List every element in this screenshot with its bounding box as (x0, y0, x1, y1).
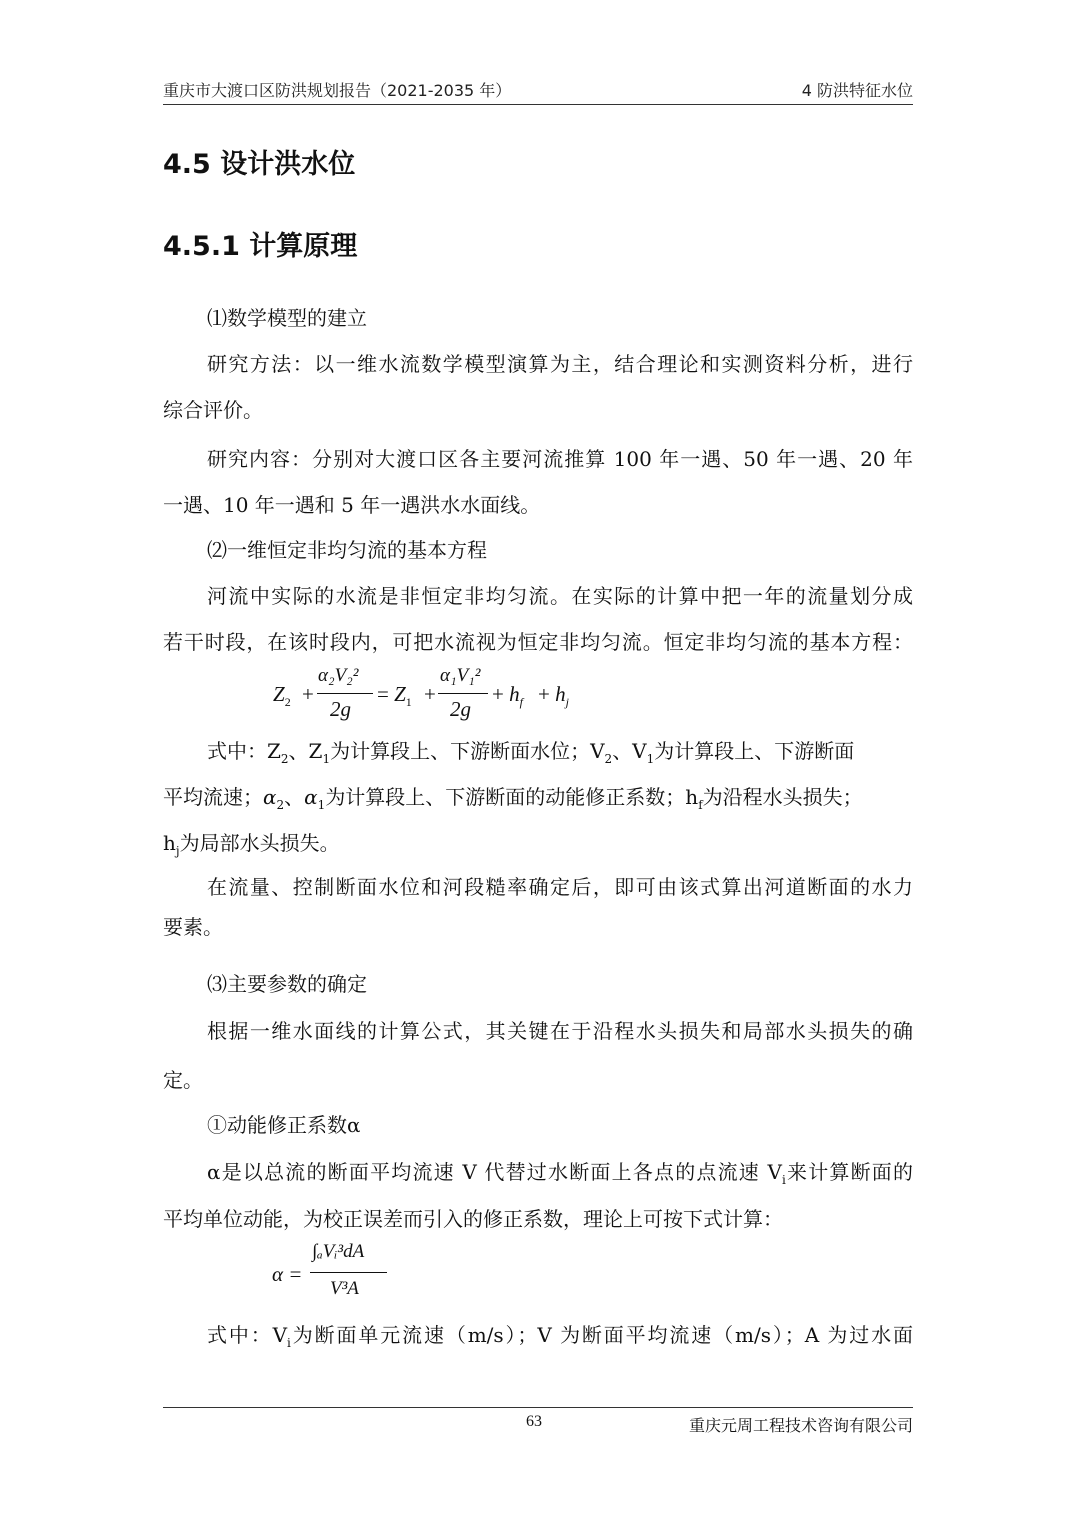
header-title: 重庆市大渡口区防洪规划报告（2021-2035 年） (163, 81, 512, 100)
eq2-lhs: α = (272, 1262, 303, 1286)
eq2-num: ∫ₐVᵢ³dA (312, 1241, 365, 1262)
footer-rule (163, 1407, 913, 1408)
paragraph-alpha-line2: 平均单位动能，为校正误差而引入的修正系数，理论上可按下式计算： (163, 1207, 783, 1231)
eq-hf: + $h_f$ (492, 682, 523, 710)
eq-z1: = $Z_1$ (377, 682, 412, 710)
paragraph-key-line1: 根据一维水面线的计算公式，其关键在于沿程水头损失和局部水头损失的确 (207, 1019, 913, 1043)
header-section: 4 防洪特征水位 (801, 81, 913, 100)
paragraph-flow-line1: 河流中实际的水流是非恒定非均匀流。在实际的计算中把一年的流量划分成 (207, 584, 913, 608)
paragraph-where-line2: 平均流速；$\alpha_2$、$\alpha_1$为计算段上、下游断面的动能修正系数；$h_f$为沿程水头损失； (163, 785, 863, 812)
paragraph-method-line2: 综合评价。 (163, 398, 263, 422)
eq-num2: α₁V₁² (440, 665, 481, 686)
paragraph-flow-line2: 若干时段，在该时段内，可把水流视为恒定非均匀流。恒定非均匀流的基本方程： (163, 630, 913, 654)
paragraph-alpha-line1: α是以总流的断面平均流速 V 代替过水断面上各点的点流速 $V_i$来计算断面的 (207, 1160, 914, 1187)
eq2-den: V³A (330, 1278, 359, 1299)
subheading-parameters: ⑶主要参数的确定 (207, 972, 367, 996)
page-number: 63 (526, 1413, 542, 1430)
paragraph-method-line1: 研究方法：以一维水流数学模型演算为主，结合理论和实测资料分析，进行 (207, 352, 913, 376)
eq-fraction-bar1 (317, 693, 373, 694)
eq-plus2: + (424, 682, 436, 706)
eq-hj: + $h_j$ (538, 682, 569, 710)
eq-den2: 2g (450, 697, 471, 721)
eq-plus1: + (302, 682, 314, 706)
eq-fraction-bar2 (438, 693, 488, 694)
eq-z2: $Z_2$ (273, 682, 291, 710)
paragraph-where-line3: $h_j$为局部水头损失。 (163, 831, 340, 858)
subheading-alpha: ①动能修正系数α (207, 1113, 361, 1137)
subheading-equation: ⑵一维恒定非均匀流的基本方程 (207, 538, 487, 562)
paragraph-content-line2: 一遇、10 年一遇和 5 年一遇洪水水面线。 (163, 493, 541, 517)
heading-4-5-1: 4.5.1 计算原理 (163, 231, 358, 262)
paragraph-vars: 式中：$V_i$为断面单元流速（m/s）；V 为断面平均流速（m/s）；A 为过水面 (207, 1323, 913, 1350)
paragraph-where-line1: 式中：$Z_2$、$Z_1$为计算段上、下游断面水位；$V_2$、$V_1$为计算段上、下游断面 (207, 739, 855, 766)
paragraph-content-line1: 研究内容：分别对大渡口区各主要河流推算 100 年一遇、50 年一遇、20 年 (207, 447, 913, 471)
footer-company: 重庆元周工程技术咨询有限公司 (688, 1416, 913, 1435)
eq-den1: 2g (330, 697, 351, 721)
subheading-model: ⑴数学模型的建立 (207, 306, 367, 330)
paragraph-hydraulic-line2: 要素。 (163, 915, 223, 939)
paragraph-key-line2: 定。 (163, 1068, 203, 1092)
eq-num1: α₂V₂² (318, 665, 359, 686)
eq2-fraction-bar (310, 1272, 387, 1273)
heading-4-5: 4.5 设计洪水位 (163, 149, 356, 180)
paragraph-hydraulic-line1: 在流量、控制断面水位和河段糙率确定后，即可由该式算出河道断面的水力 (207, 875, 913, 899)
header-rule (163, 104, 913, 105)
